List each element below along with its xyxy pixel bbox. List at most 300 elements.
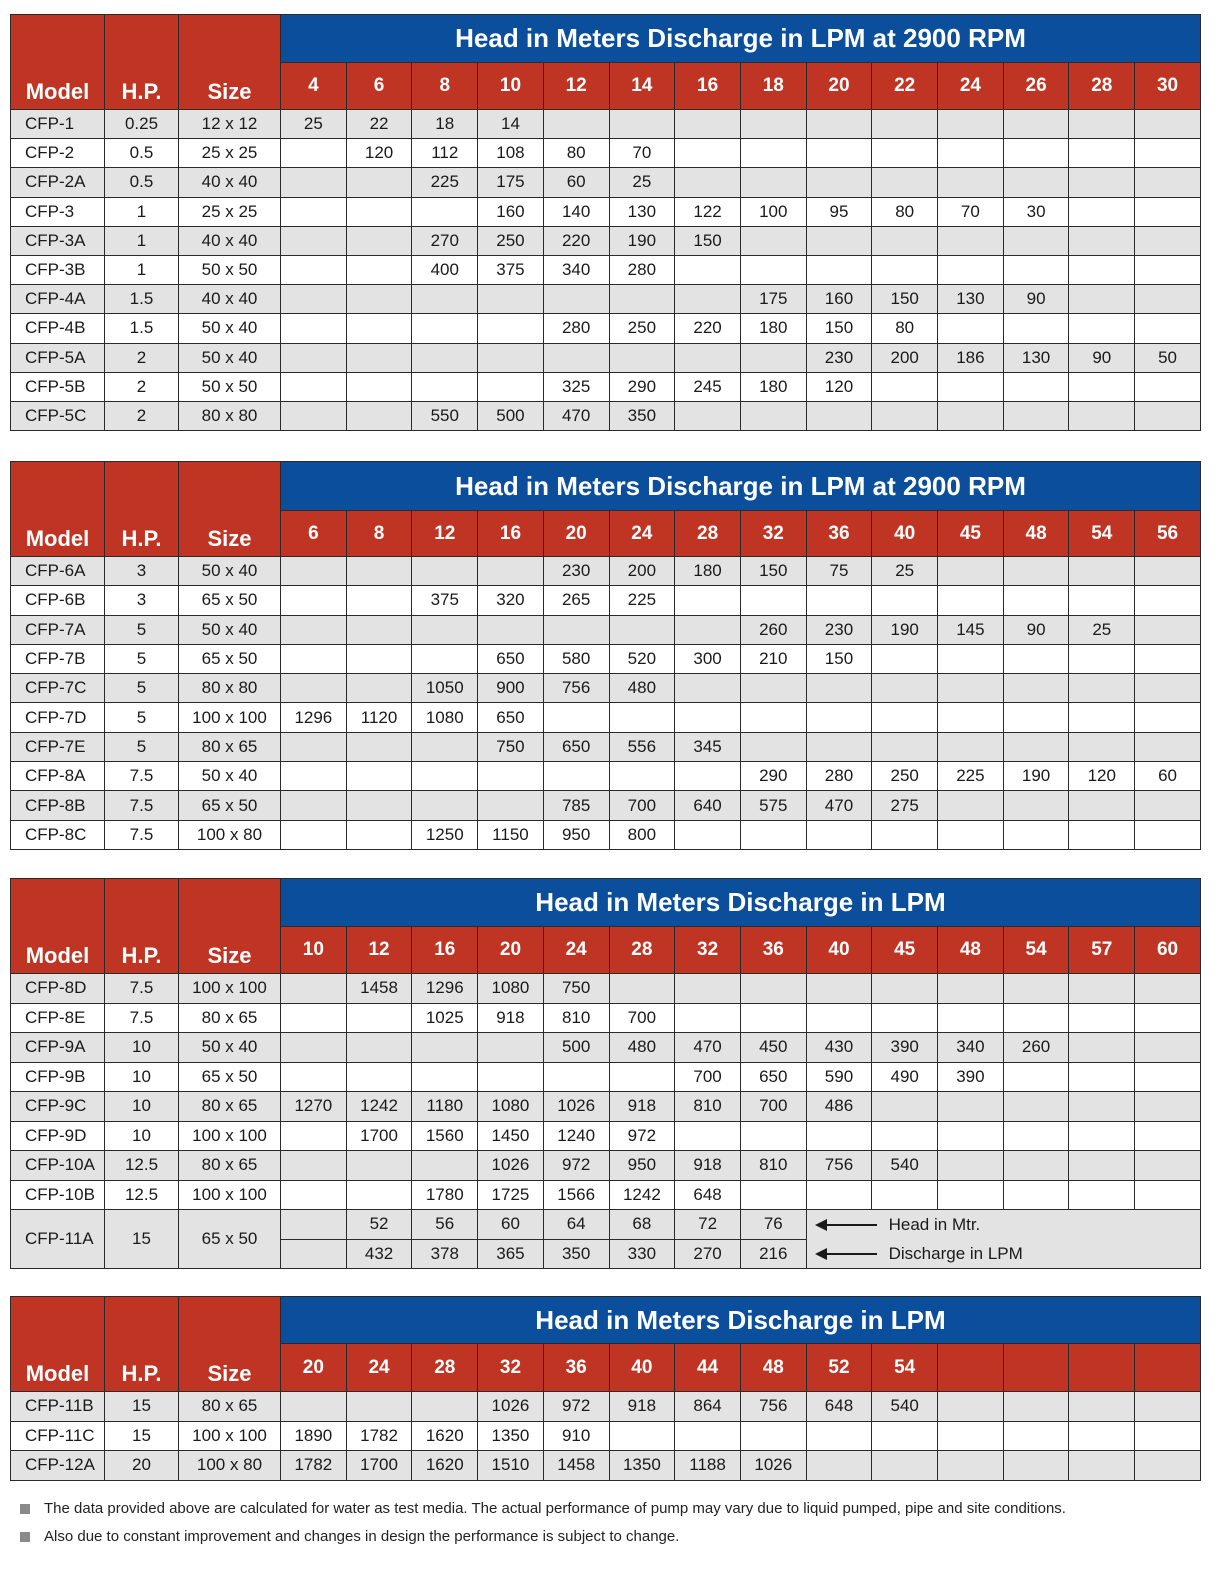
discharge-cell — [740, 1121, 806, 1151]
table-title: Head in Meters Discharge in LPM — [281, 879, 1201, 927]
head-column-header: 30 — [1135, 63, 1201, 110]
discharge-cell — [740, 1421, 806, 1451]
discharge-cell — [346, 401, 412, 430]
discharge-cell — [281, 732, 347, 761]
hp-cell: 5 — [105, 644, 179, 673]
discharge-cell: 470 — [543, 401, 609, 430]
discharge-cell — [1069, 703, 1135, 732]
table-row — [11, 1151, 1201, 1181]
pump-table — [10, 14, 1201, 431]
table-row — [11, 557, 1201, 586]
discharge-cell — [872, 974, 938, 1004]
discharge-cell — [740, 1003, 806, 1033]
discharge-cell: 1240 — [543, 1121, 609, 1151]
discharge-cell: 140 — [543, 197, 609, 226]
discharge-cell — [281, 314, 347, 343]
head-column-header: 54 — [1003, 927, 1069, 974]
hp-cell: 12.5 — [105, 1151, 179, 1181]
discharge-cell — [806, 255, 872, 284]
discharge-cell: 1180 — [412, 1092, 478, 1122]
discharge-cell — [1135, 820, 1201, 849]
discharge-cell: 900 — [478, 674, 544, 703]
footer-note-text: Also due to constant improvement and changes in design the performance is subject to change. — [44, 1528, 680, 1545]
head-column-header: 48 — [938, 927, 1004, 974]
hp-cell: 7.5 — [105, 791, 179, 820]
size-cell: 40 x 40 — [179, 285, 281, 314]
hp-cell: 10 — [105, 1062, 179, 1092]
head-column-header: 28 — [609, 927, 675, 974]
discharge-cell: 108 — [478, 139, 544, 168]
discharge-cell: 80 — [543, 139, 609, 168]
discharge-cell — [1135, 557, 1201, 586]
discharge-cell — [543, 343, 609, 372]
discharge-cell — [1003, 314, 1069, 343]
head-column-header: 40 — [872, 511, 938, 557]
discharge-cell — [281, 762, 347, 791]
discharge-cell: 756 — [740, 1392, 806, 1422]
discharge-cell: 180 — [740, 372, 806, 401]
discharge-cell: 90 — [1003, 285, 1069, 314]
discharge-cell — [938, 644, 1004, 673]
discharge-cell — [675, 1421, 741, 1451]
head-column-header: 45 — [938, 511, 1004, 557]
discharge-cell: 1620 — [412, 1421, 478, 1451]
discharge-cell — [675, 168, 741, 197]
discharge-cell: 1350 — [478, 1421, 544, 1451]
discharge-legend-text: Discharge in LPM — [888, 1244, 1023, 1263]
size-cell: 50 x 40 — [179, 762, 281, 791]
discharge-cell — [281, 820, 347, 849]
discharge-cell — [806, 1421, 872, 1451]
size-cell: 100 x 100 — [179, 703, 281, 732]
hp-cell: 20 — [105, 1451, 179, 1481]
head-column-header: 60 — [1135, 927, 1201, 974]
hp-cell: 0.5 — [105, 168, 179, 197]
discharge-cell: 1025 — [412, 1003, 478, 1033]
discharge-cell — [346, 343, 412, 372]
discharge-cell: 175 — [740, 285, 806, 314]
head-column-header: 32 — [478, 1344, 544, 1392]
discharge-cell — [478, 557, 544, 586]
discharge-cell — [938, 1180, 1004, 1210]
bullet-square-icon — [20, 1532, 30, 1542]
discharge-cell — [1003, 372, 1069, 401]
head-legend-text: Head in Mtr. — [888, 1215, 981, 1234]
discharge-cell — [675, 820, 741, 849]
pump-table — [10, 878, 1201, 1269]
discharge-cell — [1069, 1451, 1135, 1481]
size-cell: 40 x 40 — [179, 226, 281, 255]
discharge-cell — [1069, 168, 1135, 197]
head-column-header: 48 — [740, 1344, 806, 1392]
discharge-cell: 470 — [675, 1033, 741, 1063]
discharge-cell — [1135, 703, 1201, 732]
hp-cell: 0.5 — [105, 139, 179, 168]
discharge-cell — [543, 762, 609, 791]
discharge-cell: 190 — [1003, 762, 1069, 791]
discharge-cell: 50 — [1135, 343, 1201, 372]
discharge-cell: 175 — [478, 168, 544, 197]
hp-cell: 2 — [105, 372, 179, 401]
discharge-cell: 70 — [938, 197, 1004, 226]
discharge-cell — [1135, 372, 1201, 401]
discharge-cell — [346, 820, 412, 849]
discharge-cell: 275 — [872, 791, 938, 820]
discharge-cell — [938, 557, 1004, 586]
discharge-cell: 430 — [806, 1033, 872, 1063]
discharge-cell — [740, 1180, 806, 1210]
discharge-cell — [938, 974, 1004, 1004]
discharge-cell: 500 — [478, 401, 544, 430]
discharge-cell — [346, 314, 412, 343]
discharge-cell — [609, 285, 675, 314]
discharge-cell: 1270 — [281, 1092, 347, 1122]
discharge-cell: 180 — [675, 557, 741, 586]
discharge-cell: 918 — [609, 1392, 675, 1422]
discharge-cell — [872, 1092, 938, 1122]
discharge-cell — [740, 974, 806, 1004]
table-row — [11, 168, 1201, 197]
bullet-square-icon — [20, 1504, 30, 1514]
discharge-cell — [675, 762, 741, 791]
discharge-cell — [1135, 644, 1201, 673]
discharge-cell — [281, 372, 347, 401]
discharge-cell: 1120 — [346, 703, 412, 732]
model-cell: CFP-6A — [11, 557, 105, 586]
discharge-cell: 22 — [346, 110, 412, 139]
discharge-cell: 120 — [346, 139, 412, 168]
table-row — [11, 226, 1201, 255]
discharge-cell: 25 — [609, 168, 675, 197]
discharge-cell: 470 — [806, 791, 872, 820]
size-cell: 65 x 50 — [179, 644, 281, 673]
discharge-cell: 14 — [478, 110, 544, 139]
discharge-cell — [1069, 285, 1135, 314]
hp-cell: 3 — [105, 586, 179, 615]
discharge-cell — [872, 674, 938, 703]
discharge-cell: 480 — [609, 674, 675, 703]
model-cell: CFP-7B — [11, 644, 105, 673]
discharge-cell — [412, 1151, 478, 1181]
discharge-cell: 1700 — [346, 1121, 412, 1151]
discharge-legend — [817, 1239, 1200, 1268]
hp-cell: 5 — [105, 732, 179, 761]
discharge-cell — [806, 820, 872, 849]
discharge-cell: 580 — [543, 644, 609, 673]
discharge-cell — [675, 1121, 741, 1151]
discharge-cell — [281, 255, 347, 284]
head-column-header: 26 — [1003, 63, 1069, 110]
discharge-cell — [1069, 557, 1135, 586]
discharge-cell — [938, 1151, 1004, 1181]
discharge-cell: 1782 — [346, 1421, 412, 1451]
discharge-cell — [609, 1062, 675, 1092]
discharge-cell — [938, 820, 1004, 849]
discharge-cell: 756 — [806, 1151, 872, 1181]
model-cell: CFP-11A — [11, 1210, 105, 1269]
discharge-cell: 25 — [281, 110, 347, 139]
size-cell: 65 x 50 — [179, 1210, 281, 1269]
head-column-header — [1069, 1344, 1135, 1392]
discharge-cell: 648 — [806, 1392, 872, 1422]
discharge-cell — [1069, 226, 1135, 255]
discharge-cell — [281, 139, 347, 168]
head-column-header: 10 — [478, 63, 544, 110]
hp-cell: 7.5 — [105, 762, 179, 791]
discharge-cell — [806, 732, 872, 761]
discharge-cell — [412, 1392, 478, 1422]
discharge-cell: 25 — [872, 557, 938, 586]
head-column-header: 44 — [675, 1344, 741, 1392]
size-cell: 12 x 12 — [179, 110, 281, 139]
discharge-cell: 700 — [609, 791, 675, 820]
discharge-cell — [1135, 1180, 1201, 1210]
discharge-cell — [675, 674, 741, 703]
model-cell: CFP-11C — [11, 1421, 105, 1451]
table-row — [11, 974, 1201, 1004]
discharge-cell — [1003, 401, 1069, 430]
discharge-cell — [1003, 110, 1069, 139]
discharge-cell: 750 — [478, 732, 544, 761]
discharge-cell — [281, 674, 347, 703]
discharge-cell: 1026 — [478, 1151, 544, 1181]
table-row — [11, 255, 1201, 284]
discharge-cell — [675, 703, 741, 732]
discharge-cell — [938, 586, 1004, 615]
discharge-cell — [281, 1151, 347, 1181]
discharge-cell — [1069, 1421, 1135, 1451]
discharge-cell — [1069, 255, 1135, 284]
table-row — [11, 1033, 1201, 1063]
model-cell: CFP-5A — [11, 343, 105, 372]
discharge-cell — [872, 401, 938, 430]
discharge-cell — [1069, 820, 1135, 849]
size-cell: 80 x 65 — [179, 1151, 281, 1181]
size-cell: 65 x 50 — [179, 586, 281, 615]
discharge-cell — [1135, 139, 1201, 168]
discharge-cell — [346, 615, 412, 644]
discharge-cell — [938, 703, 1004, 732]
discharge-cell — [281, 1239, 347, 1269]
head-column-header: 4 — [281, 63, 347, 110]
head-column-header: 20 — [281, 1344, 347, 1392]
discharge-cell: 1560 — [412, 1121, 478, 1151]
model-header: Model — [11, 15, 105, 110]
discharge-cell — [1135, 1151, 1201, 1181]
discharge-cell — [412, 732, 478, 761]
discharge-cell — [478, 1033, 544, 1063]
discharge-cell — [675, 139, 741, 168]
discharge-cell: 650 — [543, 732, 609, 761]
discharge-cell: 290 — [740, 762, 806, 791]
discharge-cell: 750 — [543, 974, 609, 1004]
size-cell: 40 x 40 — [179, 168, 281, 197]
discharge-cell: 1620 — [412, 1451, 478, 1481]
discharge-cell — [675, 974, 741, 1004]
discharge-cell — [1069, 1121, 1135, 1151]
model-cell: CFP-12A — [11, 1451, 105, 1481]
discharge-cell — [346, 732, 412, 761]
discharge-cell: 365 — [478, 1239, 544, 1269]
discharge-cell — [281, 1033, 347, 1063]
discharge-cell — [1135, 1392, 1201, 1422]
discharge-cell — [740, 139, 806, 168]
table-row — [11, 1062, 1201, 1092]
discharge-cell — [740, 343, 806, 372]
discharge-cell — [938, 1392, 1004, 1422]
discharge-cell: 910 — [543, 1421, 609, 1451]
table-row — [11, 1210, 1201, 1240]
discharge-cell: 340 — [938, 1033, 1004, 1063]
discharge-cell: 756 — [543, 674, 609, 703]
head-column-header: 36 — [740, 927, 806, 974]
discharge-cell: 390 — [938, 1062, 1004, 1092]
size-cell: 80 x 65 — [179, 1092, 281, 1122]
table-row — [11, 762, 1201, 791]
discharge-cell — [281, 285, 347, 314]
discharge-cell — [346, 1151, 412, 1181]
discharge-cell: 1026 — [740, 1451, 806, 1481]
discharge-cell — [1003, 1392, 1069, 1422]
discharge-cell — [1135, 401, 1201, 430]
size-cell: 50 x 40 — [179, 615, 281, 644]
arrow-left-icon — [817, 1224, 877, 1226]
discharge-cell: 150 — [740, 557, 806, 586]
discharge-cell — [412, 314, 478, 343]
discharge-cell — [281, 644, 347, 673]
table-row — [11, 1092, 1201, 1122]
discharge-cell: 225 — [938, 762, 1004, 791]
discharge-cell — [1069, 791, 1135, 820]
discharge-cell — [1069, 1151, 1135, 1181]
discharge-cell — [872, 110, 938, 139]
discharge-cell: 500 — [543, 1033, 609, 1063]
head-column-header: 36 — [806, 511, 872, 557]
discharge-cell: 950 — [609, 1151, 675, 1181]
discharge-cell — [1069, 110, 1135, 139]
model-cell: CFP-10B — [11, 1180, 105, 1210]
size-header: Size — [179, 1297, 281, 1392]
hp-cell: 15 — [105, 1421, 179, 1451]
head-column-header: 16 — [412, 927, 478, 974]
discharge-cell — [281, 401, 347, 430]
model-cell: CFP-7D — [11, 703, 105, 732]
discharge-cell — [543, 1062, 609, 1092]
head-column-header: 32 — [675, 927, 741, 974]
discharge-cell: 180 — [740, 314, 806, 343]
hp-cell: 1 — [105, 255, 179, 284]
discharge-cell: 972 — [543, 1151, 609, 1181]
table-row — [11, 343, 1201, 372]
discharge-cell: 550 — [412, 401, 478, 430]
discharge-cell: 556 — [609, 732, 675, 761]
discharge-cell: 270 — [675, 1239, 741, 1269]
size-cell: 65 x 50 — [179, 1062, 281, 1092]
hp-cell: 5 — [105, 703, 179, 732]
discharge-cell — [938, 674, 1004, 703]
size-cell: 25 x 25 — [179, 197, 281, 226]
table-row — [11, 674, 1201, 703]
discharge-cell: 280 — [543, 314, 609, 343]
size-cell: 80 x 65 — [179, 1392, 281, 1422]
discharge-cell — [806, 168, 872, 197]
discharge-cell — [1003, 1062, 1069, 1092]
table-row — [11, 586, 1201, 615]
model-header: Model — [11, 1297, 105, 1392]
discharge-cell: 810 — [740, 1151, 806, 1181]
model-cell: CFP-3A — [11, 226, 105, 255]
discharge-cell — [346, 557, 412, 586]
model-cell: CFP-9D — [11, 1121, 105, 1151]
head-value-cell: 64 — [543, 1210, 609, 1240]
model-cell: CFP-8D — [11, 974, 105, 1004]
model-cell: CFP-3 — [11, 197, 105, 226]
discharge-cell — [1135, 314, 1201, 343]
hp-cell: 7.5 — [105, 820, 179, 849]
discharge-cell — [1003, 820, 1069, 849]
discharge-cell: 95 — [806, 197, 872, 226]
size-cell: 100 x 100 — [179, 1121, 281, 1151]
discharge-cell: 100 — [740, 197, 806, 226]
discharge-cell: 350 — [609, 401, 675, 430]
table-row — [11, 644, 1201, 673]
head-column-header: 40 — [806, 927, 872, 974]
discharge-cell — [1003, 1151, 1069, 1181]
model-cell: CFP-6B — [11, 586, 105, 615]
head-value-cell: 72 — [675, 1210, 741, 1240]
discharge-cell — [412, 372, 478, 401]
discharge-cell: 1458 — [346, 974, 412, 1004]
discharge-cell — [1003, 226, 1069, 255]
discharge-cell — [609, 762, 675, 791]
discharge-cell: 120 — [806, 372, 872, 401]
discharge-cell: 225 — [412, 168, 478, 197]
head-column-header: 54 — [872, 1344, 938, 1392]
discharge-cell — [1069, 1033, 1135, 1063]
discharge-cell — [938, 139, 1004, 168]
discharge-cell — [872, 372, 938, 401]
discharge-cell — [281, 791, 347, 820]
hp-header: H.P. — [105, 879, 179, 974]
discharge-cell — [1003, 255, 1069, 284]
discharge-cell — [872, 1003, 938, 1033]
size-cell: 100 x 100 — [179, 1180, 281, 1210]
model-cell: CFP-9C — [11, 1092, 105, 1122]
discharge-cell — [281, 615, 347, 644]
discharge-cell — [1135, 791, 1201, 820]
table-row — [11, 110, 1201, 139]
head-column-header: 8 — [346, 511, 412, 557]
discharge-cell — [1069, 674, 1135, 703]
model-cell: CFP-8B — [11, 791, 105, 820]
discharge-cell: 325 — [543, 372, 609, 401]
discharge-cell — [609, 1421, 675, 1451]
table-title: Head in Meters Discharge in LPM at 2900 RPM — [281, 15, 1201, 63]
table-row — [11, 285, 1201, 314]
discharge-cell: 1350 — [609, 1451, 675, 1481]
discharge-cell — [412, 615, 478, 644]
hp-header: H.P. — [105, 462, 179, 557]
discharge-cell — [1135, 285, 1201, 314]
size-cell: 50 x 50 — [179, 255, 281, 284]
discharge-cell: 250 — [478, 226, 544, 255]
discharge-cell — [1003, 1451, 1069, 1481]
head-column-header: 28 — [1069, 63, 1135, 110]
discharge-cell: 1458 — [543, 1451, 609, 1481]
hp-cell: 2 — [105, 401, 179, 430]
discharge-cell — [740, 168, 806, 197]
size-cell: 100 x 80 — [179, 820, 281, 849]
